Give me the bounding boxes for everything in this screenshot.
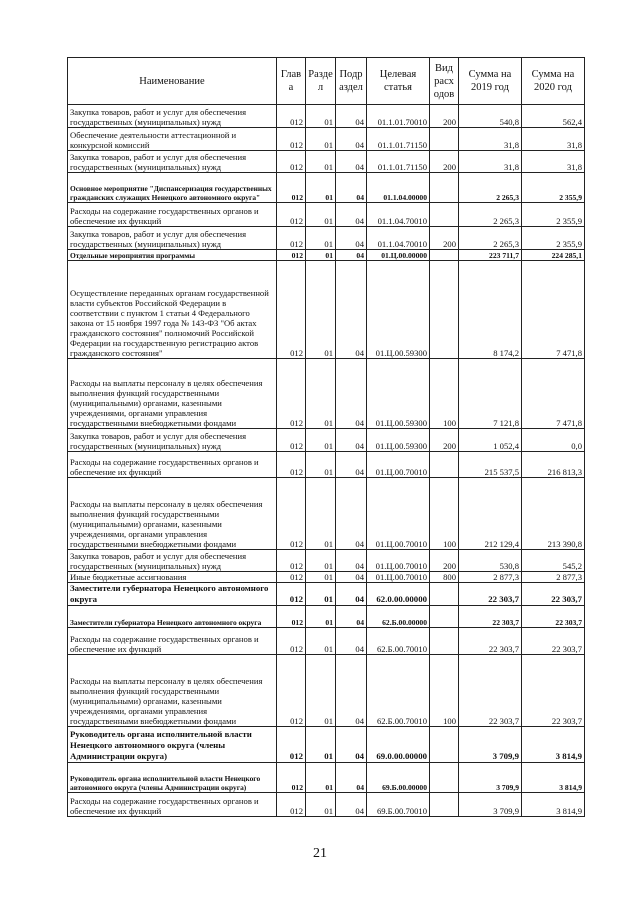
row-target-article: 01.Ц.00.59300 bbox=[367, 359, 430, 429]
row-sum-2020: 0,0 bbox=[522, 429, 585, 452]
header-razdel: Разде л bbox=[306, 58, 336, 105]
row-sum-2019: 2 877,3 bbox=[459, 572, 522, 583]
table-header-row bbox=[68, 58, 585, 105]
row-glava: 012 bbox=[277, 763, 306, 793]
row-name: Отдельные мероприятия программы bbox=[68, 250, 277, 261]
row-sum-2020: 22 303,7 bbox=[522, 606, 585, 628]
row-podrazdel: 04 bbox=[336, 105, 367, 128]
row-podrazdel: 04 bbox=[336, 261, 367, 359]
row-razdel: 01 bbox=[306, 429, 336, 452]
row-expense-type bbox=[430, 727, 459, 763]
row-target-article: 69.Б.00.70010 bbox=[367, 793, 430, 817]
row-name: Расходы на содержание государственных органов и обеспечение их функций bbox=[68, 793, 277, 817]
row-glava: 012 bbox=[277, 655, 306, 727]
table-row bbox=[68, 572, 585, 583]
row-target-article: 01.Ц.00.59300 bbox=[367, 261, 430, 359]
row-podrazdel: 04 bbox=[336, 203, 367, 227]
row-expense-type bbox=[430, 203, 459, 227]
row-name: Заместители губернатора Ненецкого автономного округа bbox=[68, 606, 277, 628]
row-target-article: 01.1.01.71150 bbox=[367, 128, 430, 151]
row-expense-type: 200 bbox=[430, 105, 459, 128]
row-target-article: 01.Ц.00.59300 bbox=[367, 429, 430, 452]
row-name: Иные бюджетные ассигнования bbox=[68, 572, 277, 583]
table-row bbox=[68, 763, 585, 793]
row-sum-2020: 22 303,7 bbox=[522, 583, 585, 606]
row-target-article: 01.Ц.00.70010 bbox=[367, 478, 430, 550]
table-row bbox=[68, 429, 585, 452]
row-expense-type: 100 bbox=[430, 359, 459, 429]
row-sum-2020: 31,8 bbox=[522, 151, 585, 173]
row-razdel: 01 bbox=[306, 359, 336, 429]
row-sum-2020: 224 285,1 bbox=[522, 250, 585, 261]
row-sum-2020: 2 355,9 bbox=[522, 203, 585, 227]
row-razdel: 01 bbox=[306, 763, 336, 793]
row-name: Закупка товаров, работ и услуг для обеспечения государственных (муниципальных) нужд bbox=[68, 550, 277, 572]
row-name: Расходы на содержание государственных органов и обеспечение их функций bbox=[68, 452, 277, 478]
row-razdel: 01 bbox=[306, 250, 336, 261]
row-sum-2019: 22 303,7 bbox=[459, 583, 522, 606]
row-expense-type bbox=[430, 606, 459, 628]
row-razdel: 01 bbox=[306, 655, 336, 727]
row-podrazdel: 04 bbox=[336, 572, 367, 583]
row-sum-2019: 540,8 bbox=[459, 105, 522, 128]
row-name: Закупка товаров, работ и услуг для обеспечения государственных (муниципальных) нужд bbox=[68, 151, 277, 173]
row-expense-type: 800 bbox=[430, 572, 459, 583]
table-row bbox=[68, 452, 585, 478]
row-glava: 012 bbox=[277, 359, 306, 429]
row-sum-2019: 1 052,4 bbox=[459, 429, 522, 452]
row-expense-type: 100 bbox=[430, 478, 459, 550]
header-target-article: Целевая статья bbox=[367, 58, 430, 105]
row-sum-2020: 216 813,3 bbox=[522, 452, 585, 478]
row-name: Расходы на выплаты персоналу в целях обеспечения выполнения функций государственными (муниципальными) органами, казенными учреждениями, органами управления государственными внебюджетными фондами bbox=[68, 478, 277, 550]
row-target-article: 62.Б.00.00000 bbox=[367, 606, 430, 628]
row-sum-2019: 2 265,3 bbox=[459, 203, 522, 227]
header-expense-type: Вид расх одов bbox=[430, 58, 459, 105]
row-sum-2019: 31,8 bbox=[459, 128, 522, 151]
row-expense-type: 100 bbox=[430, 655, 459, 727]
row-expense-type bbox=[430, 173, 459, 203]
table-row bbox=[68, 250, 585, 261]
row-expense-type bbox=[430, 452, 459, 478]
row-sum-2019: 223 711,7 bbox=[459, 250, 522, 261]
row-target-article: 62.Б.00.70010 bbox=[367, 628, 430, 655]
row-glava: 012 bbox=[277, 173, 306, 203]
table-row bbox=[68, 550, 585, 572]
row-expense-type bbox=[430, 261, 459, 359]
row-name: Закупка товаров, работ и услуг для обеспечения государственных (муниципальных) нужд bbox=[68, 105, 277, 128]
row-podrazdel: 04 bbox=[336, 359, 367, 429]
row-podrazdel: 04 bbox=[336, 173, 367, 203]
row-sum-2019: 3 709,9 bbox=[459, 793, 522, 817]
row-glava: 012 bbox=[277, 128, 306, 151]
row-sum-2019: 7 121,8 bbox=[459, 359, 522, 429]
row-glava: 012 bbox=[277, 606, 306, 628]
row-glava: 012 bbox=[277, 227, 306, 250]
row-expense-type bbox=[430, 793, 459, 817]
row-target-article: 01.1.04.00000 bbox=[367, 173, 430, 203]
row-expense-type bbox=[430, 128, 459, 151]
row-name: Руководитель органа исполнительной власти Ненецкого автономного округа (члены Администрации округа) bbox=[68, 763, 277, 793]
table-row bbox=[68, 606, 585, 628]
row-name: Основное мероприятие "Диспансеризация государственных гражданских служащих Ненецкого автономного округа" bbox=[68, 173, 277, 203]
row-glava: 012 bbox=[277, 151, 306, 173]
row-razdel: 01 bbox=[306, 227, 336, 250]
row-sum-2020: 2 355,9 bbox=[522, 227, 585, 250]
row-podrazdel: 04 bbox=[336, 478, 367, 550]
row-razdel: 01 bbox=[306, 173, 336, 203]
row-target-article: 01.Ц.00.70010 bbox=[367, 572, 430, 583]
row-sum-2020: 7 471,8 bbox=[522, 359, 585, 429]
row-glava: 012 bbox=[277, 628, 306, 655]
row-sum-2020: 545,2 bbox=[522, 550, 585, 572]
row-podrazdel: 04 bbox=[336, 429, 367, 452]
header-sum-2019: Сумма на 2019 год bbox=[459, 58, 522, 105]
row-sum-2019: 22 303,7 bbox=[459, 628, 522, 655]
table-row bbox=[68, 105, 585, 128]
row-name: Осуществление переданных органам государственной власти субъектов Российской Федерации в соответствии с пунктом 1 статьи 4 Федерального закона от 15 ноября 1997 года № 143-ФЗ "Об актах гражданского состояния" полномочий Российской Федерации на государственную регистрацию актов гражданского состояния" bbox=[68, 261, 277, 359]
row-glava: 012 bbox=[277, 452, 306, 478]
row-sum-2020: 2 877,3 bbox=[522, 572, 585, 583]
row-sum-2019: 8 174,2 bbox=[459, 261, 522, 359]
row-razdel: 01 bbox=[306, 727, 336, 763]
budget-table-sheet bbox=[67, 57, 584, 817]
row-target-article: 01.Ц.00.70010 bbox=[367, 550, 430, 572]
budget-table bbox=[67, 57, 585, 817]
row-expense-type: 200 bbox=[430, 227, 459, 250]
row-name: Закупка товаров, работ и услуг для обеспечения государственных (муниципальных) нужд bbox=[68, 429, 277, 452]
row-podrazdel: 04 bbox=[336, 250, 367, 261]
row-sum-2020: 2 355,9 bbox=[522, 173, 585, 203]
row-sum-2020: 213 390,8 bbox=[522, 478, 585, 550]
row-expense-type bbox=[430, 628, 459, 655]
row-name: Обеспечение деятельности аттестационной и конкурсной комиссий bbox=[68, 128, 277, 151]
row-podrazdel: 04 bbox=[336, 550, 367, 572]
row-expense-type bbox=[430, 763, 459, 793]
row-target-article: 01.Ц.00.70010 bbox=[367, 452, 430, 478]
row-glava: 012 bbox=[277, 727, 306, 763]
row-razdel: 01 bbox=[306, 572, 336, 583]
table-row bbox=[68, 655, 585, 727]
row-target-article: 69.0.00.00000 bbox=[367, 727, 430, 763]
row-target-article: 01.1.01.70010 bbox=[367, 105, 430, 128]
table-row bbox=[68, 173, 585, 203]
row-expense-type bbox=[430, 250, 459, 261]
row-glava: 012 bbox=[277, 572, 306, 583]
table-row bbox=[68, 261, 585, 359]
row-target-article: 01.1.04.70010 bbox=[367, 203, 430, 227]
row-razdel: 01 bbox=[306, 452, 336, 478]
row-expense-type: 200 bbox=[430, 550, 459, 572]
row-razdel: 01 bbox=[306, 606, 336, 628]
row-podrazdel: 04 bbox=[336, 628, 367, 655]
row-razdel: 01 bbox=[306, 793, 336, 817]
table-row bbox=[68, 203, 585, 227]
header-podrazdel: Подр аздел bbox=[336, 58, 367, 105]
row-glava: 012 bbox=[277, 105, 306, 128]
row-name: Расходы на выплаты персоналу в целях обеспечения выполнения функций государственными (муниципальными) органами, казенными учреждениями, органами управления государственными внебюджетными фондами bbox=[68, 359, 277, 429]
row-sum-2020: 562,4 bbox=[522, 105, 585, 128]
row-razdel: 01 bbox=[306, 203, 336, 227]
row-target-article: 01.1.04.70010 bbox=[367, 227, 430, 250]
row-sum-2020: 3 814,9 bbox=[522, 793, 585, 817]
row-podrazdel: 04 bbox=[336, 227, 367, 250]
table-row bbox=[68, 583, 585, 606]
row-razdel: 01 bbox=[306, 105, 336, 128]
table-row bbox=[68, 478, 585, 550]
row-expense-type bbox=[430, 583, 459, 606]
table-body bbox=[68, 105, 585, 817]
row-target-article: 01.Ц.00.00000 bbox=[367, 250, 430, 261]
row-target-article: 01.1.01.71150 bbox=[367, 151, 430, 173]
row-name: Закупка товаров, работ и услуг для обеспечения государственных (муниципальных) нужд bbox=[68, 227, 277, 250]
page-number: 21 bbox=[313, 846, 327, 861]
table-row bbox=[68, 359, 585, 429]
row-sum-2019: 31,8 bbox=[459, 151, 522, 173]
row-name: Расходы на выплаты персоналу в целях обеспечения выполнения функций государственными (муниципальными) органами, казенными учреждениями, органами управления государственными внебюджетными фондами bbox=[68, 655, 277, 727]
row-glava: 012 bbox=[277, 550, 306, 572]
row-sum-2020: 31,8 bbox=[522, 128, 585, 151]
row-razdel: 01 bbox=[306, 478, 336, 550]
header-name: Наименование bbox=[68, 58, 277, 105]
row-sum-2019: 2 265,3 bbox=[459, 227, 522, 250]
row-razdel: 01 bbox=[306, 550, 336, 572]
row-podrazdel: 04 bbox=[336, 606, 367, 628]
row-sum-2020: 22 303,7 bbox=[522, 655, 585, 727]
row-target-article: 62.Б.00.70010 bbox=[367, 655, 430, 727]
row-sum-2020: 7 471,8 bbox=[522, 261, 585, 359]
row-glava: 012 bbox=[277, 203, 306, 227]
row-glava: 012 bbox=[277, 429, 306, 452]
header-sum-2020: Сумма на 2020 год bbox=[522, 58, 585, 105]
row-sum-2019: 22 303,7 bbox=[459, 606, 522, 628]
row-podrazdel: 04 bbox=[336, 655, 367, 727]
row-podrazdel: 04 bbox=[336, 583, 367, 606]
row-podrazdel: 04 bbox=[336, 151, 367, 173]
row-sum-2020: 3 814,9 bbox=[522, 763, 585, 793]
row-glava: 012 bbox=[277, 261, 306, 359]
header-glava: Глав а bbox=[277, 58, 306, 105]
row-sum-2020: 3 814,9 bbox=[522, 727, 585, 763]
row-sum-2019: 3 709,9 bbox=[459, 727, 522, 763]
row-razdel: 01 bbox=[306, 128, 336, 151]
row-sum-2019: 215 537,5 bbox=[459, 452, 522, 478]
table-row bbox=[68, 151, 585, 173]
row-sum-2020: 22 303,7 bbox=[522, 628, 585, 655]
row-podrazdel: 04 bbox=[336, 763, 367, 793]
row-razdel: 01 bbox=[306, 151, 336, 173]
row-expense-type: 200 bbox=[430, 429, 459, 452]
row-name: Руководитель органа исполнительной власти Ненецкого автономного округа (члены Администрации округа) bbox=[68, 727, 277, 763]
table-row bbox=[68, 727, 585, 763]
row-razdel: 01 bbox=[306, 261, 336, 359]
row-glava: 012 bbox=[277, 250, 306, 261]
row-target-article: 62.0.00.00000 bbox=[367, 583, 430, 606]
row-podrazdel: 04 bbox=[336, 793, 367, 817]
row-name: Расходы на содержание государственных органов и обеспечение их функций bbox=[68, 628, 277, 655]
row-podrazdel: 04 bbox=[336, 727, 367, 763]
row-sum-2019: 212 129,4 bbox=[459, 478, 522, 550]
row-sum-2019: 2 265,3 bbox=[459, 173, 522, 203]
row-sum-2019: 530,8 bbox=[459, 550, 522, 572]
row-glava: 012 bbox=[277, 583, 306, 606]
table-row bbox=[68, 793, 585, 817]
table-row bbox=[68, 628, 585, 655]
row-sum-2019: 22 303,7 bbox=[459, 655, 522, 727]
row-sum-2019: 3 709,9 bbox=[459, 763, 522, 793]
row-expense-type: 200 bbox=[430, 151, 459, 173]
row-name: Расходы на содержание государственных органов и обеспечение их функций bbox=[68, 203, 277, 227]
table-row bbox=[68, 227, 585, 250]
row-name: Заместители губернатора Ненецкого автономного округа bbox=[68, 583, 277, 606]
row-podrazdel: 04 bbox=[336, 452, 367, 478]
row-target-article: 69.Б.00.00000 bbox=[367, 763, 430, 793]
row-glava: 012 bbox=[277, 478, 306, 550]
row-podrazdel: 04 bbox=[336, 128, 367, 151]
row-razdel: 01 bbox=[306, 583, 336, 606]
row-razdel: 01 bbox=[306, 628, 336, 655]
row-glava: 012 bbox=[277, 793, 306, 817]
table-row bbox=[68, 128, 585, 151]
